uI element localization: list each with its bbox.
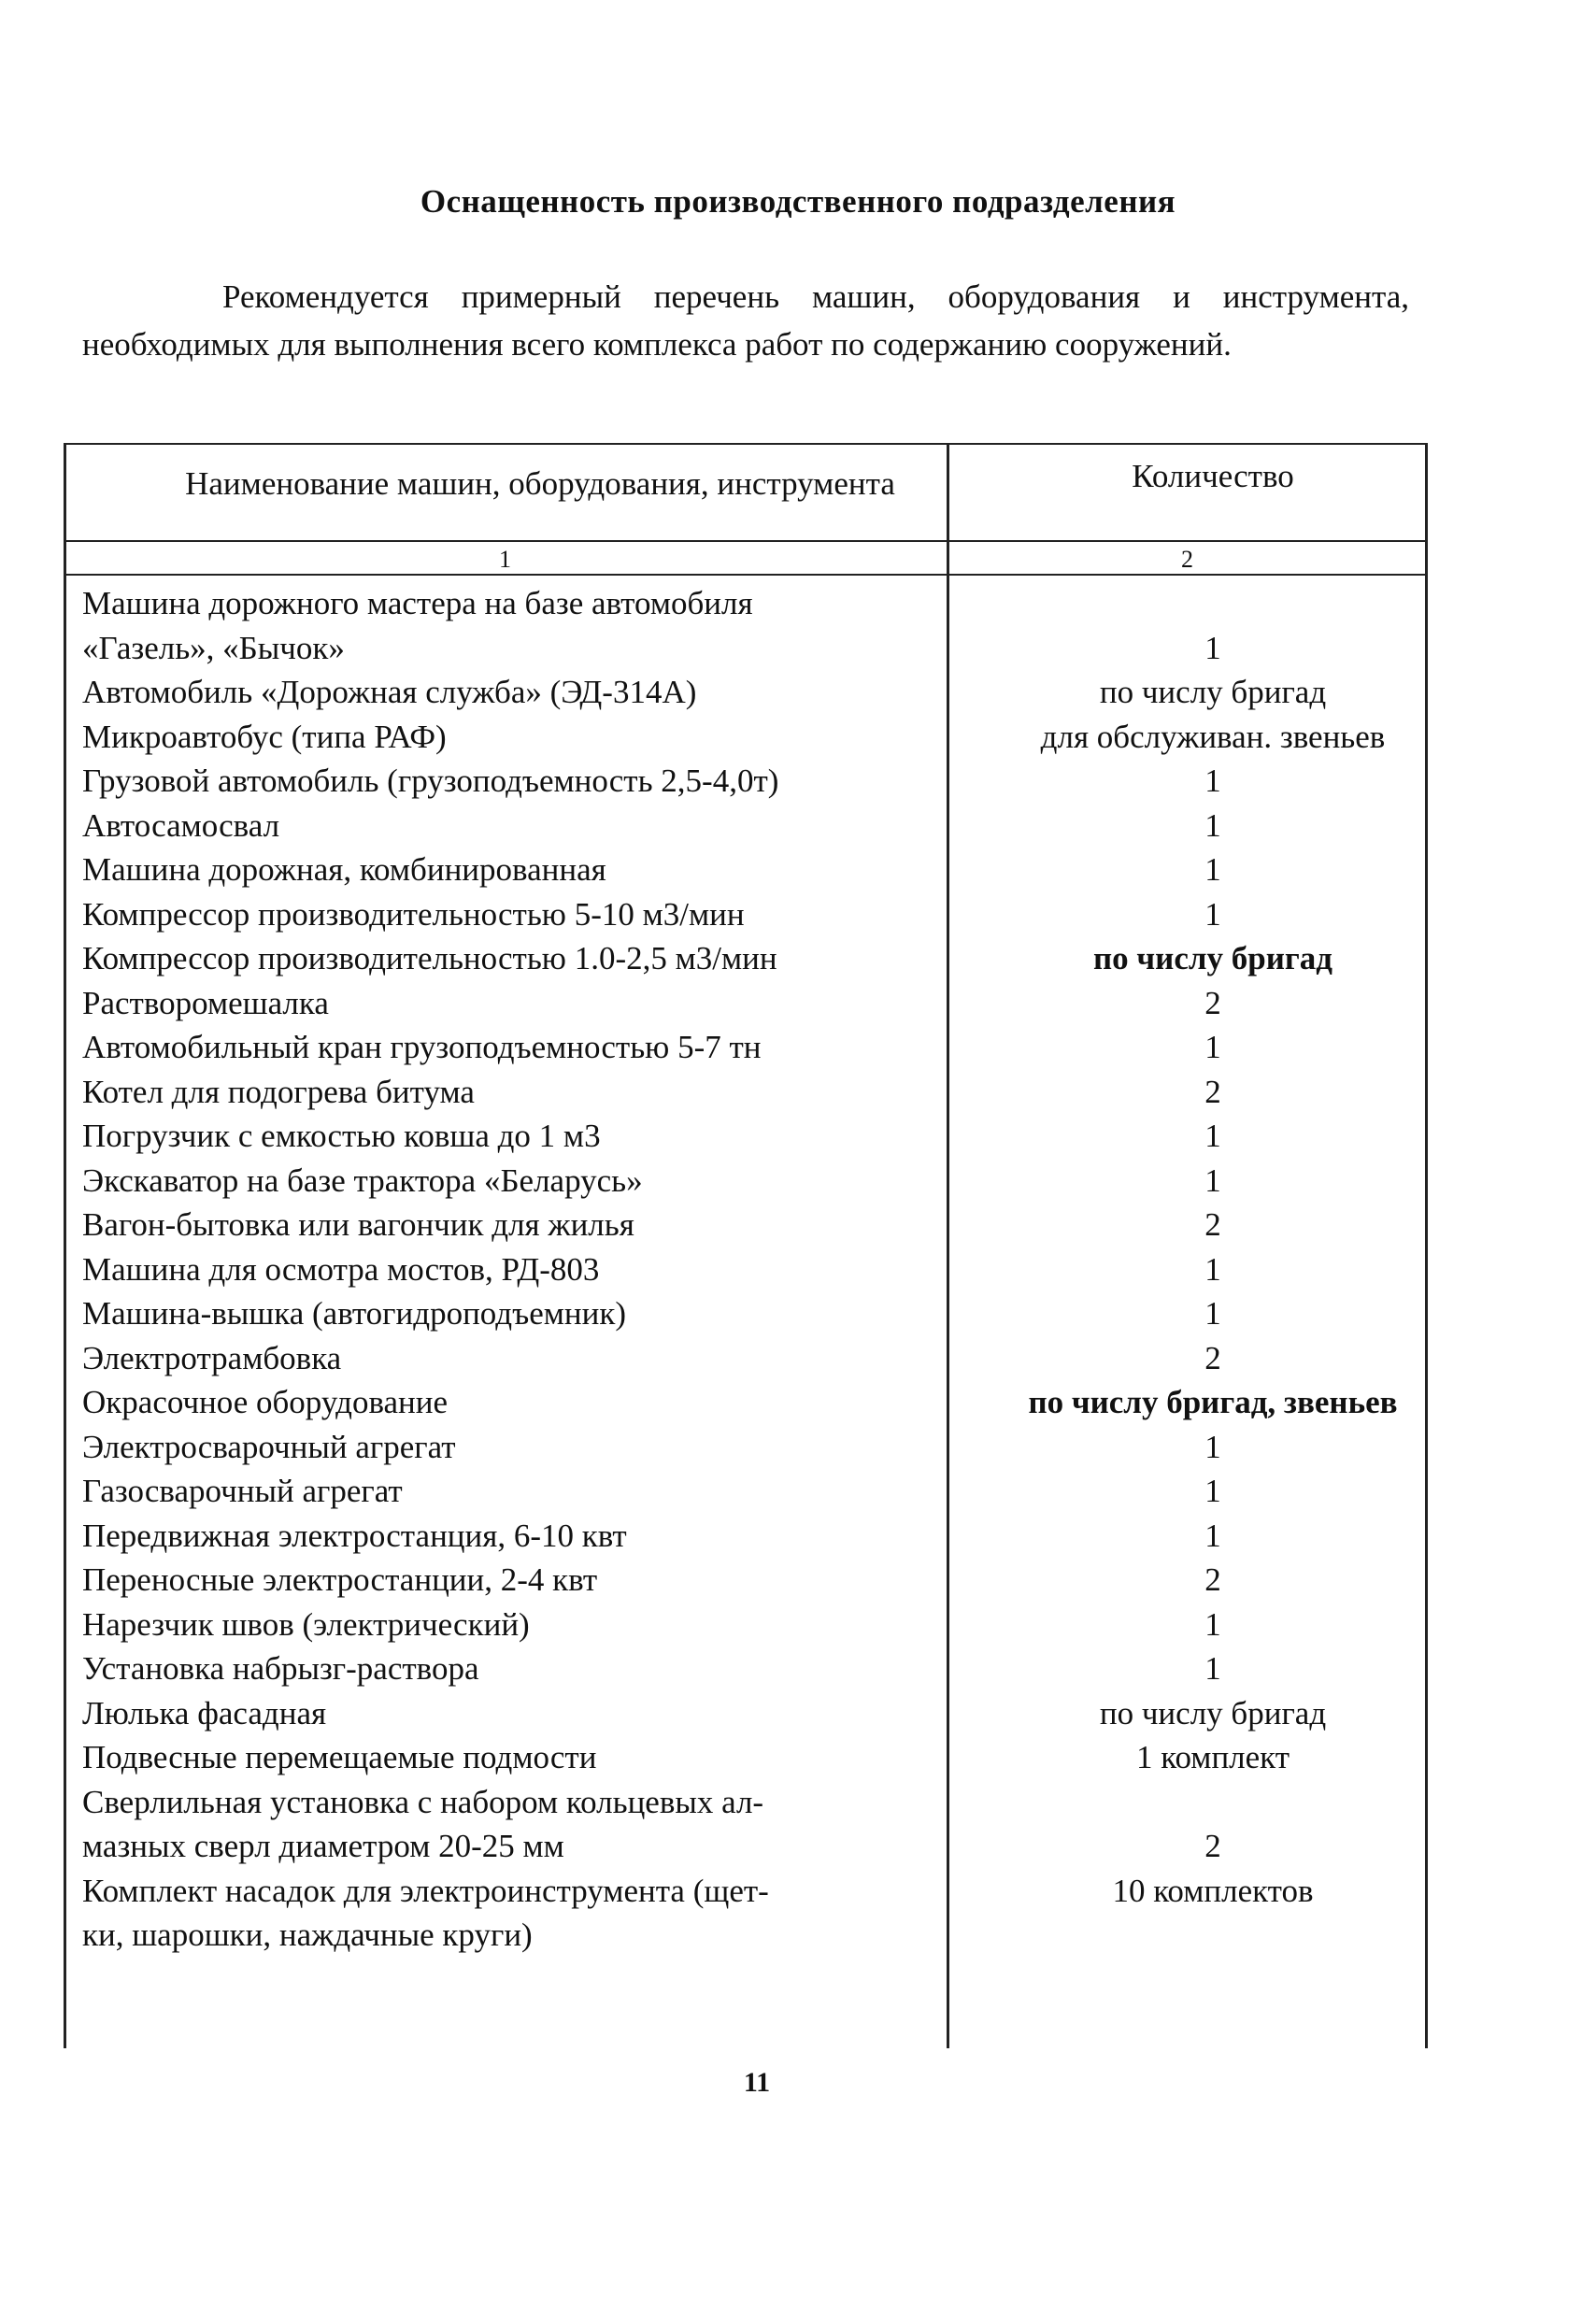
equipment-quantity: 1 <box>1204 1295 1221 1332</box>
equipment-quantity <box>998 1913 1428 1958</box>
equipment-name: Автомобиль «Дорожная служба» (ЭД-314А) <box>82 674 697 710</box>
equipment-name: Электротрамбовка <box>82 1339 342 1376</box>
equipment-name: Микроавтобус (типа РАФ) <box>82 718 447 755</box>
header-name: Наименование машин, оборудования, инструмента <box>185 465 895 502</box>
equipment-quantity: 2 <box>1204 1339 1221 1376</box>
table-row <box>82 892 1428 937</box>
table-row <box>82 1913 1428 1958</box>
page-title: Оснащенность производственного подразделения <box>420 183 1176 220</box>
equipment-name: мазных сверл диаметром 20-25 мм <box>82 1828 564 1864</box>
equipment-name: Подвесные перемещаемые подмости <box>82 1739 597 1775</box>
equipment-quantity: 2 <box>1204 1828 1221 1864</box>
table-row <box>82 1780 1428 1825</box>
equipment-quantity: 1 <box>1204 762 1221 799</box>
table-row <box>82 1514 1428 1559</box>
equipment-name: Комплект насадок для электроинструмента (щет- <box>82 1872 769 1909</box>
intro-paragraph: Рекомендуется примерный перечень машин, оборудования и инструмента, необходимых для выполнения всего комплекса работ по содержанию сооружений. <box>82 278 1409 363</box>
equipment-name: Погрузчик с емкостью ковша до 1 м3 <box>82 1118 601 1154</box>
equipment-name: «Газель», «Бычок» <box>82 629 345 666</box>
equipment-quantity: 1 <box>1204 1428 1221 1465</box>
table-row <box>82 1603 1428 1647</box>
table-row <box>82 1114 1428 1159</box>
equipment-quantity: 1 <box>1204 1473 1221 1509</box>
equipment-name: Компрессор производительностью 1.0-2,5 м3/мин <box>82 940 777 976</box>
table-body <box>82 581 1428 1958</box>
equipment-quantity: для обслуживан. звеньев <box>1040 718 1386 755</box>
equipment-name: Сверлильная установка с набором кольцевых ал- <box>82 1783 764 1820</box>
equipment-name: Установка набрызг-раствора <box>82 1650 479 1687</box>
equipment-quantity: 1 <box>1204 895 1221 933</box>
equipment-name: Автомобильный кран грузоподъемностью 5-7 тн <box>82 1029 762 1065</box>
table-row <box>82 1291 1428 1336</box>
equipment-quantity: 2 <box>1204 1206 1221 1243</box>
equipment-name: Машина для осмотра мостов, РД-803 <box>82 1250 600 1288</box>
number-row-bottom-border <box>64 574 1428 576</box>
table-top-border <box>64 443 1428 445</box>
equipment-quantity: 1 <box>1204 629 1221 666</box>
equipment-quantity: по числу бригад <box>1099 674 1327 710</box>
equipment-quantity: 1 <box>1204 1605 1221 1643</box>
column-number-1: 1 <box>499 546 511 573</box>
equipment-quantity: 2 <box>1204 1561 1221 1598</box>
table-row <box>82 1558 1428 1603</box>
header-bottom-border <box>64 540 1428 542</box>
equipment-quantity: 10 комплектов <box>1112 1872 1314 1909</box>
table-row <box>82 1646 1428 1691</box>
equipment-quantity: 1 <box>1204 851 1221 888</box>
equipment-name: Компрессор производительностью 5-10 м3/мин <box>82 895 745 933</box>
column-number-2: 2 <box>1181 546 1193 573</box>
equipment-name: Машина дорожного мастера на базе автомобиля <box>82 585 753 621</box>
equipment-name: Грузовой автомобиль (грузоподъемность 2,5-4,0т) <box>82 762 779 799</box>
table-row <box>82 848 1428 892</box>
table-row <box>82 1869 1428 1914</box>
equipment-name: Нарезчик швов (электрический) <box>82 1605 530 1643</box>
table-row <box>82 981 1428 1026</box>
equipment-name: Люлька фасадная <box>82 1694 327 1732</box>
table-row <box>82 715 1428 760</box>
table-left-border <box>64 443 66 2048</box>
table-row <box>82 1203 1428 1247</box>
equipment-quantity: 1 комплект <box>1135 1739 1290 1775</box>
equipment-name: Переносные электростанции, 2-4 квт <box>82 1561 598 1598</box>
table-row <box>82 759 1428 804</box>
equipment-name: Котел для подогрева битума <box>82 1073 475 1110</box>
table-row <box>82 1247 1428 1292</box>
table-row <box>82 1691 1428 1736</box>
equipment-quantity: 2 <box>1204 1073 1221 1110</box>
equipment-quantity <box>998 581 1428 626</box>
equipment-quantity: по числу бригад, звеньев <box>1028 1384 1398 1420</box>
equipment-name: Машина дорожная, комбинированная <box>82 851 606 888</box>
equipment-name: Автосамосвал <box>82 806 280 844</box>
equipment-quantity: 1 <box>1204 1650 1221 1687</box>
equipment-name: Растворомешалка <box>82 984 329 1021</box>
table-row <box>82 804 1428 848</box>
equipment-quantity: 1 <box>1204 1250 1221 1288</box>
table-row <box>82 1425 1428 1470</box>
table-row <box>82 936 1428 981</box>
equipment-quantity: 2 <box>1204 984 1221 1021</box>
equipment-name: ки, шарошки, наждачные круги) <box>82 1917 533 1953</box>
table-row <box>82 581 1428 626</box>
table-row <box>82 1380 1428 1425</box>
page-number: 11 <box>743 2067 771 2098</box>
equipment-name: Машина-вышка (автогидроподъемник) <box>82 1295 627 1332</box>
table-row <box>82 1469 1428 1514</box>
equipment-name: Окрасочное оборудование <box>82 1384 449 1420</box>
equipment-quantity: 1 <box>1204 1517 1221 1554</box>
header-quantity: Количество <box>1132 458 1294 494</box>
equipment-quantity <box>998 1780 1428 1825</box>
equipment-name: Передвижная электростанция, 6-10 квт <box>82 1517 627 1554</box>
equipment-quantity: 1 <box>1204 1118 1221 1154</box>
equipment-name: Вагон-бытовка или вагончик для жилья <box>82 1206 634 1243</box>
table-row <box>82 1025 1428 1070</box>
table-row <box>82 670 1428 715</box>
table-row <box>82 626 1428 671</box>
equipment-quantity: 1 <box>1204 1029 1221 1065</box>
equipment-name: Газосварочный агрегат <box>82 1473 403 1509</box>
table-row <box>82 1159 1428 1204</box>
table-row <box>82 1735 1428 1780</box>
equipment-name: Электросварочный агрегат <box>82 1428 456 1465</box>
table-row <box>82 1070 1428 1115</box>
table-row <box>82 1336 1428 1381</box>
equipment-quantity: 1 <box>1204 806 1221 844</box>
equipment-table <box>64 443 1428 2048</box>
equipment-quantity: по числу бригад <box>1093 940 1332 976</box>
table-row <box>82 1824 1428 1869</box>
equipment-quantity: 1 <box>1204 1162 1221 1199</box>
equipment-name: Экскаватор на базе трактора «Беларусь» <box>82 1162 643 1199</box>
equipment-quantity: по числу бригад <box>1099 1694 1327 1732</box>
